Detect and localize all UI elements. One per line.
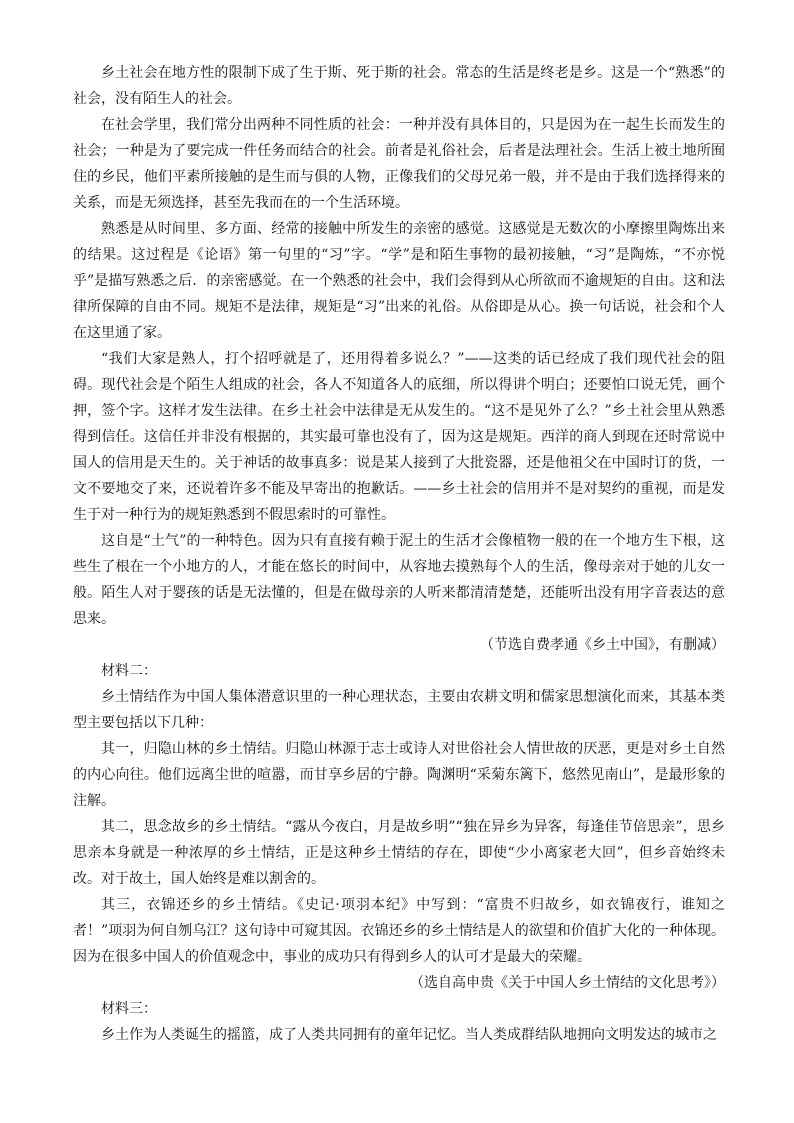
paragraph: 其二，思念故乡的乡土情结。“露从今夜白，月是故乡明”“独在异乡为异客，每逢佳节倍思亲”，思乡思亲本身就是一种浓厚的乡土情结，正是这种乡土情结的存在，即使“少小离家老大回”，但乡音始终未改。对于故土，国人始终是难以割舍的。	[73, 819, 725, 887]
paragraph: 其三，衣锦还乡的乡土情结。《史记·项羽本纪》中写到：“富贵不归故乡，如衣锦夜行，谁知之者！”项羽为何自刎乌江？这句诗中可窥其因。衣锦还乡的乡土情结是人的欲望和价值扩大化的一种体现。因为在很多中国人的价值观念中，事业的成功只有得到乡人的认可才是最大的荣耀。	[73, 897, 725, 965]
paragraph: 其一，归隐山林的乡土情结。归隐山林源于志士或诗人对世俗社会人情世故的厌恶，更是对乡土自然的内心向往。他们远离尘世的喧嚣，而甘享乡居的宁静。陶渊明“采菊东篱下，悠然见南山”，是最形象的注解。	[73, 741, 725, 809]
paragraph: 乡土情结作为中国人集体潜意识里的一种心理状态，主要由农耕文明和儒家思想演化而来，其基本类型主要包括以下几种：	[73, 689, 725, 731]
paragraph: 乡土作为人类诞生的摇篮，成了人类共同拥有的童年记忆。当人类成群结队地拥向文明发达的城市之	[101, 1027, 717, 1043]
paragraph: 在社会学里，我们常分出两种不同性质的社会：一种并没有具体目的，只是因为在一起生长而发生的社会；一种是为了要完成一件任务而结合的社会。前者是礼俗社会，后者是法理社会。生活上被土地所囿住的乡民，他们平素所接触的是生而与俱的人物，正像我们的父母兄弟一般，并不是由于我们选择得来的关系，而是无须选择，甚至先我而在的一个生活环境。	[73, 117, 725, 211]
source-citation: （选自高申贵《关于中国人乡土情结的文化思考》）	[410, 975, 725, 991]
paragraph: 这自是“土气”的一种特色。因为只有直接有赖于泥土的生活才会像植物一般的在一个地方生下根，这些生了根在一个小地方的人，才能在悠长的时间中，从容地去摸熟每个人的生活，像母亲对于她的儿女一般。陌生人对于婴孩的话是无法懂的，但是在做母亲的人听来都清清楚楚，还能听出没有用字音表达的意思来。	[73, 533, 725, 627]
section-label: 材料二：	[101, 663, 157, 679]
document-text	[73, 60, 725, 1048]
section-label: 材料三：	[101, 1001, 157, 1017]
source-citation: （节选自费孝通《乡土中国》，有删减）	[480, 637, 725, 653]
paragraph: “我们大家是熟人，打个招呼就是了，还用得着多说么？”——这类的话已经成了我们现代社会的阻碍。现代社会是个陌生人组成的社会，各人不知道各人的底细，所以得讲个明白；还要怕口说无凭，画个押，签个字。这样才发生法律。在乡土社会中法律是无从发生的。“这不是见外了么？”乡土社会里从熟悉得到信任。这信任并非没有根据的，其实最可靠也没有了，因为这是规矩。西洋的商人到现在还时常说中国人的信用是天生的。关于神话的故事真多：说是某人接到了大批瓷器，还是他祖父在中国时订的货，一文不要地交了来，还说着许多不能及早寄出的抱歉话。——乡土社会的信用并不是对契约的重视，而是发生于对一种行为的规矩熟悉到不假思索时的可靠性。	[73, 351, 725, 523]
paragraph: 熟悉是从时间里、多方面、经常的接触中所发生的亲密的感觉。这感觉是无数次的小摩擦里陶炼出来的结果。这过程是《论语》第一句里的“习”字。“学”是和陌生事物的最初接触，“习”是陶炼，“不亦悦乎”是描写熟悉之后．的亲密感觉。在一个熟悉的社会中，我们会得到从心所欲而不逾规矩的自由。这和法律所保障的自由不同。规矩不是法律，规矩是“习”出来的礼俗。从俗即是从心。换一句话说，社会和个人在这里通了家。	[73, 221, 725, 341]
paragraph: 乡土社会在地方性的限制下成了生于斯、死于斯的社会。常态的生活是终老是乡。这是一个“熟悉”的社会，没有陌生人的社会。	[73, 65, 725, 107]
